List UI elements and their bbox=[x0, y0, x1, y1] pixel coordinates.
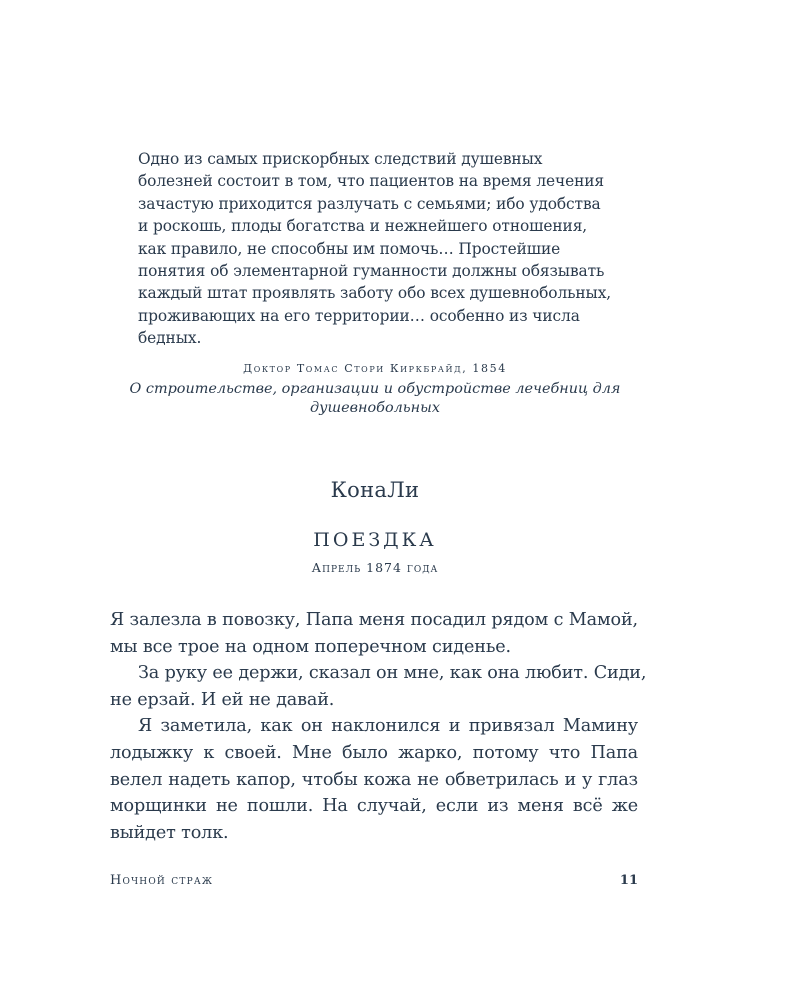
chapter-title: ПОЕЗДКА bbox=[313, 529, 437, 551]
epigraph-line: бедных. bbox=[138, 329, 202, 348]
epigraph-attribution bbox=[108, 361, 642, 418]
body-line: лодыжку к своей. Мне было жарко, потому что Папа bbox=[110, 742, 638, 763]
epigraph-line: Одно из самых прискорбных следствий душевных bbox=[138, 150, 543, 168]
body-line: выйдет толк. bbox=[110, 822, 229, 843]
epigraph-line: понятия об элементарной гуманности должны обязывать bbox=[138, 262, 605, 281]
body-line: За руку ее держи, сказал он мне, как она любит. Сиди, bbox=[138, 663, 647, 684]
body-line: Я заметила, как он наклонился и привязал Мамину bbox=[138, 716, 638, 737]
body-line: не ерзай. И ей не давай. bbox=[110, 689, 335, 710]
epigraph-line: болезней состоит в том, что пациентов на время лечения bbox=[138, 172, 605, 191]
epigraph-line: зачастую приходится разлучать с семьями; ибо удобства bbox=[138, 194, 601, 213]
epigraph-source-title-line-2: душевнобольных bbox=[310, 400, 440, 416]
epigraph-line: как правило, не способны им помочь… Простейшие bbox=[138, 239, 561, 258]
body-line: велел надеть капор, чтобы кожа не обветрилась и у глаз bbox=[110, 769, 638, 790]
page-number: 11 bbox=[619, 873, 638, 888]
epigraph bbox=[138, 148, 658, 350]
body-line: морщинки не пошли. На случай, если из меня всё же bbox=[110, 796, 638, 817]
epigraph-line: каждый штат проявлять заботу обо всех душевнобольных, bbox=[138, 284, 612, 303]
running-footer-title: Ночной страж bbox=[110, 873, 214, 888]
epigraph-author: Доктор Томас Стори Киркбрайд, 1854 bbox=[243, 362, 507, 375]
body-line: мы все трое на одном поперечном сиденье. bbox=[110, 636, 511, 657]
epigraph-line: и роскошь, плоды богатства и нежнейшего отношения, bbox=[138, 217, 588, 236]
body-text bbox=[110, 607, 647, 846]
chapter-date: Апрель 1874 года bbox=[311, 560, 439, 575]
body-line: Я залезла в повозку, Папа меня посадил рядом с Мамой, bbox=[110, 610, 638, 630]
epigraph-source-title-line-1: О строительстве, организации и обустройстве лечебниц для bbox=[129, 381, 621, 397]
epigraph-line: проживающих на его территории… особенно из числа bbox=[138, 306, 580, 325]
chapter-narrator: КонаЛи bbox=[330, 478, 420, 502]
